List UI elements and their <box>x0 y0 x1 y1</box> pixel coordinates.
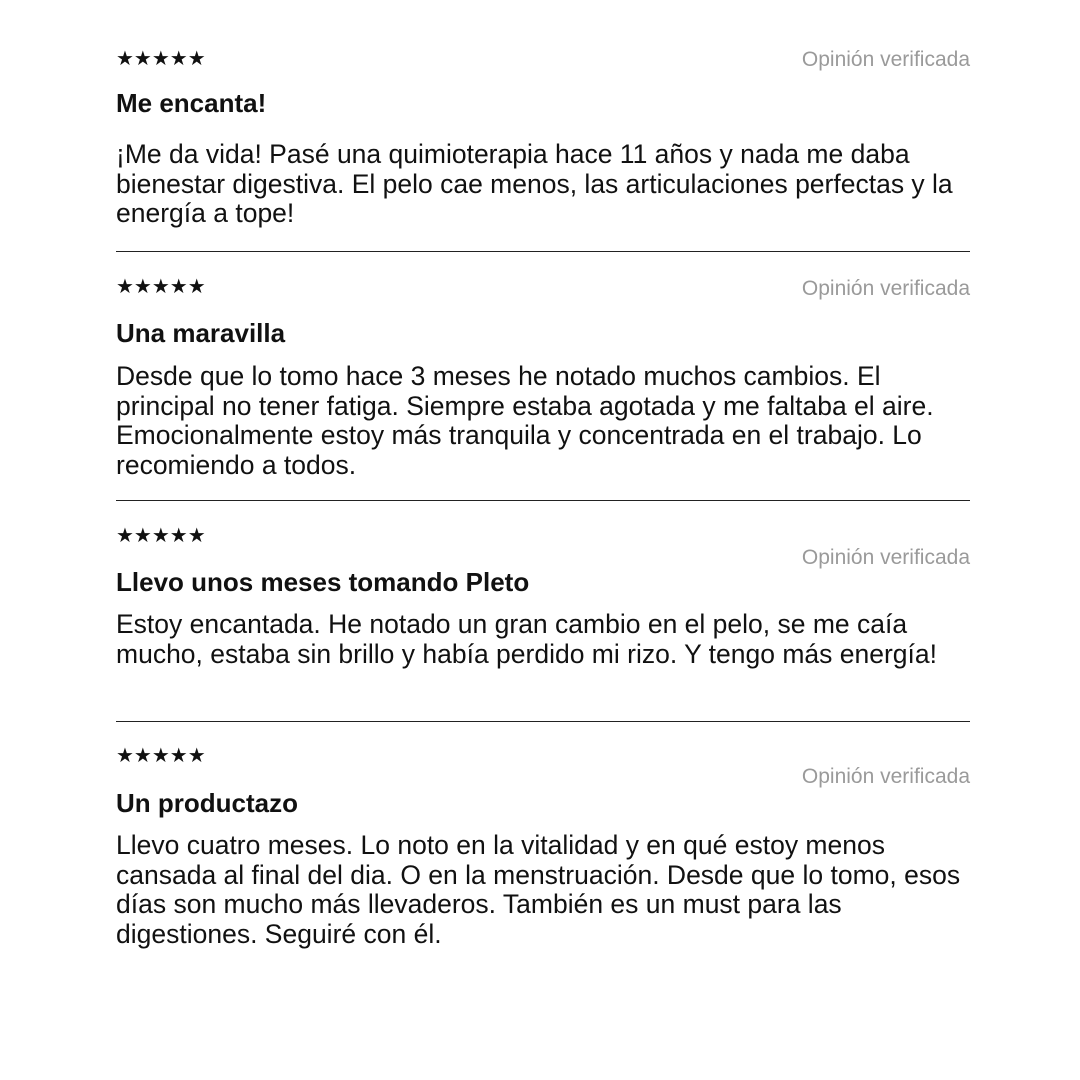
star-rating: ★★★★★ <box>116 523 206 547</box>
review-title: Llevo unos meses tomando Pleto <box>116 567 530 597</box>
review-body: Desde que lo tomo hace 3 meses he notado muchos cambios. El principal no tener fatiga. Siempre estaba agotada y me faltaba el aire. Emocionalmente estoy más tranquila y concentrada en el trabajo. Lo recomiendo a todos. <box>116 361 934 480</box>
star-rating: ★★★★★ <box>116 46 206 70</box>
review-card <box>116 745 970 965</box>
review-title: Me encanta! <box>116 88 267 118</box>
review-body: ¡Me da vida! Pasé una quimioterapia hace 11 años y nada me daba bienestar digestiva. El pelo cae menos, las articulaciones perfectas y la energía a tope! <box>116 139 953 228</box>
verified-badge: Opinión verificada <box>801 546 970 569</box>
star-rating: ★★★★★ <box>116 743 206 767</box>
review-card <box>116 48 970 238</box>
verified-badge: Opinión verificada <box>801 765 970 788</box>
divider <box>116 500 970 501</box>
review-title: Una maravilla <box>116 318 286 348</box>
review-title: Un productazo <box>116 788 298 818</box>
review-card <box>116 276 970 486</box>
divider <box>116 251 970 252</box>
divider <box>116 721 970 722</box>
star-rating: ★★★★★ <box>116 274 206 298</box>
review-card <box>116 525 970 705</box>
review-body: Estoy encantada. He notado un gran cambio en el pelo, se me caía mucho, estaba sin brillo y había perdido mi rizo. Y tengo más energía! <box>116 609 937 669</box>
verified-badge: Opinión verificada <box>801 277 970 300</box>
verified-badge: Opinión verificada <box>801 48 970 71</box>
review-body: Llevo cuatro meses. Lo noto en la vitalidad y en qué estoy menos cansada al final del dia. O en la menstruación. Desde que lo tomo, esos días son mucho más llevaderos. También es un must para las digestiones. Seguiré con él. <box>116 830 961 949</box>
